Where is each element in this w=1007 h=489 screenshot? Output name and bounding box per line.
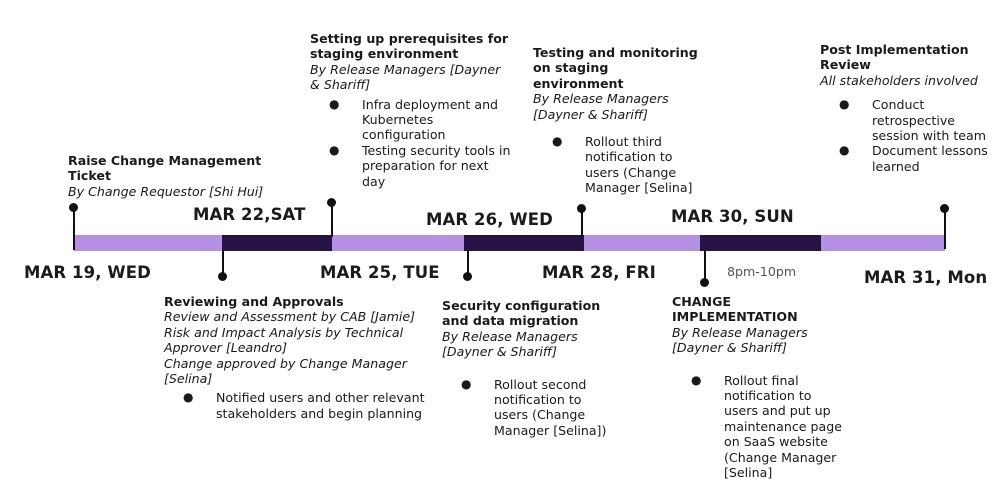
milestone-detail: Change approved by Change Manager [Selina] <box>164 355 407 387</box>
date-mar26: MAR 26, WED <box>426 210 553 229</box>
milestone-testing <box>533 45 703 196</box>
milestone-title: Raise Change Management Ticket <box>68 153 262 184</box>
marker-testing <box>577 204 586 213</box>
time-note: 8pm-10pm <box>727 264 797 279</box>
milestone-security <box>442 298 622 438</box>
bullet-list <box>183 390 426 421</box>
timeline-segment-mar22-25 <box>222 235 332 251</box>
list-item: ● Rollout final notification to users and put up maintenance page on SaaS website (Change Manager [Selina] <box>691 372 842 481</box>
milestone-owner: All stakeholders involved <box>820 72 978 88</box>
milestone-detail: Review and Assessment by CAB [Jamie] <box>164 309 416 325</box>
date-mar19: MAR 19, WED <box>24 263 151 282</box>
timeline-segment-mar26-28 <box>464 235 584 251</box>
date-mar22: MAR 22,SAT <box>193 205 306 224</box>
milestone-owner: By Change Requestor [Shi Hui] <box>68 183 264 199</box>
list-item: ● Rollout third notification to users (Change Manager [Selina] <box>552 134 693 196</box>
marker-prereqs <box>327 198 336 207</box>
marker-raise-ticket <box>69 203 78 212</box>
milestone-title: Setting up prerequisites for staging environment <box>310 31 509 62</box>
marker-security <box>463 272 472 281</box>
milestone-title: CHANGE IMPLEMENTATION <box>672 294 798 325</box>
milestone-change-impl <box>672 294 852 480</box>
milestone-title: Reviewing and Approvals <box>164 294 344 309</box>
milestone-raise-ticket <box>68 153 268 199</box>
list-item: ● Infra deployment and Kubernetes configuration <box>329 96 499 143</box>
marker-post-review <box>940 204 949 213</box>
timeline-segment-mar30-31 <box>821 235 945 251</box>
milestone-owner: By Release Managers [Dayner & Shariff] <box>533 91 669 122</box>
bullet-list <box>839 97 990 174</box>
date-mar31: MAR 31, Mon <box>864 268 988 287</box>
marker-change-impl <box>700 278 709 287</box>
timeline-segment-mar28-30 <box>584 235 700 251</box>
milestone-post-review <box>820 42 990 174</box>
timeline-segment-mar25-26 <box>332 235 464 251</box>
list-item: ● Document lessons learned <box>839 143 988 174</box>
milestone-reviewing <box>164 294 425 421</box>
date-mar30: MAR 30, SUN <box>671 207 794 226</box>
list-item: ● Conduct retrospective session with team <box>839 97 987 144</box>
milestone-prereqs <box>310 31 510 189</box>
milestone-owner: By Release Managers [Dayner & Shariff] <box>310 61 501 93</box>
timeline-segment-mar19-22 <box>74 235 222 251</box>
list-item: ● Notified users and other relevant stakeholders and begin planning <box>183 390 425 421</box>
stem-testing <box>581 209 583 237</box>
milestone-detail: Risk and Impact Analysis by Technical Approver [Leandro] <box>164 324 404 356</box>
milestone-owner: By Release Managers [Dayner & Shariff] <box>672 324 808 356</box>
milestone-owner: By Release Managers [Dayner & Shariff] <box>442 328 578 360</box>
timeline-segment-mar30 <box>700 235 821 251</box>
bullet-list <box>329 96 512 189</box>
list-item: ● Testing security tools in preparation for next day <box>329 142 511 189</box>
stem-post-review <box>944 209 946 249</box>
milestone-title: Testing and monitoring on staging environment <box>533 45 698 91</box>
marker-reviewing <box>218 272 227 281</box>
list-item: ● Rollout second notification to users (Change Manager [Selina]) <box>461 376 607 438</box>
bullet-list <box>461 376 612 439</box>
date-mar25: MAR 25, TUE <box>320 263 440 282</box>
stem-raise-ticket <box>73 208 75 250</box>
bullet-list <box>691 372 842 481</box>
bullet-list <box>552 134 703 196</box>
date-mar28: MAR 28, FRI <box>542 263 656 282</box>
stem-prereqs <box>331 203 333 237</box>
milestone-title: Security configuration and data migration <box>442 298 601 329</box>
milestone-title: Post Implementation Review <box>820 42 969 73</box>
